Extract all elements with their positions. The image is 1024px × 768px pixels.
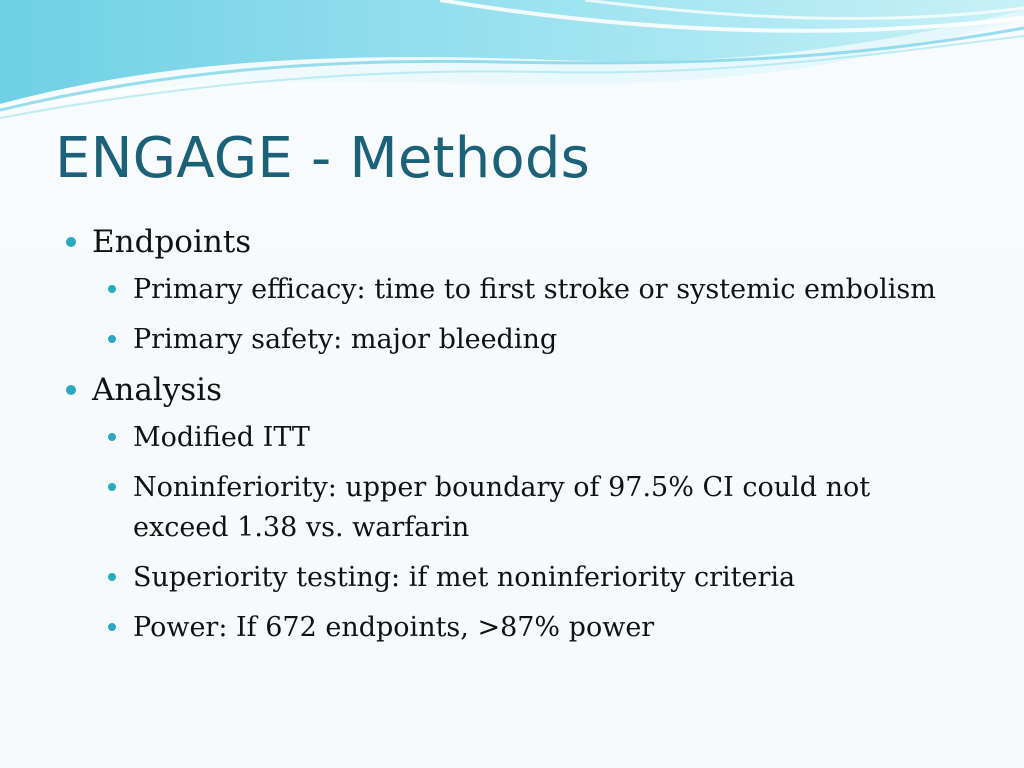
bullet-icon bbox=[66, 385, 76, 395]
list-item-text: Primary safety: major bleeding bbox=[133, 324, 558, 355]
list-item bbox=[66, 418, 966, 458]
list-item bbox=[66, 320, 966, 360]
slide-title: ENGAGE - Methods bbox=[55, 126, 590, 191]
bullet-icon bbox=[108, 623, 116, 631]
section-analysis bbox=[66, 370, 966, 410]
section-label: Endpoints bbox=[92, 224, 252, 260]
list-item-text: Superiority testing: if met noninferiority criteria bbox=[133, 562, 796, 593]
decorative-wave bbox=[0, 0, 1024, 130]
bullet-icon bbox=[108, 335, 116, 343]
list-item bbox=[66, 468, 966, 548]
list-item bbox=[66, 270, 966, 310]
bullet-icon bbox=[108, 483, 116, 491]
list-item bbox=[66, 608, 966, 648]
list-item-text: Primary efficacy: time to first stroke or systemic embolism bbox=[133, 274, 936, 305]
section-endpoints bbox=[66, 222, 966, 262]
list-item bbox=[66, 558, 966, 598]
list-item-text: Modified ITT bbox=[133, 422, 310, 453]
slide-content bbox=[66, 222, 966, 658]
bullet-icon bbox=[108, 285, 116, 293]
list-item-text: Noninferiority: upper boundary of 97.5% CI could not exceed 1.38 vs. warfarin bbox=[133, 472, 871, 543]
list-item-text: Power: If 672 endpoints, >87% power bbox=[133, 612, 655, 643]
bullet-icon bbox=[108, 433, 116, 441]
section-label: Analysis bbox=[92, 372, 222, 408]
bullet-icon bbox=[108, 573, 116, 581]
bullet-icon bbox=[66, 237, 76, 247]
